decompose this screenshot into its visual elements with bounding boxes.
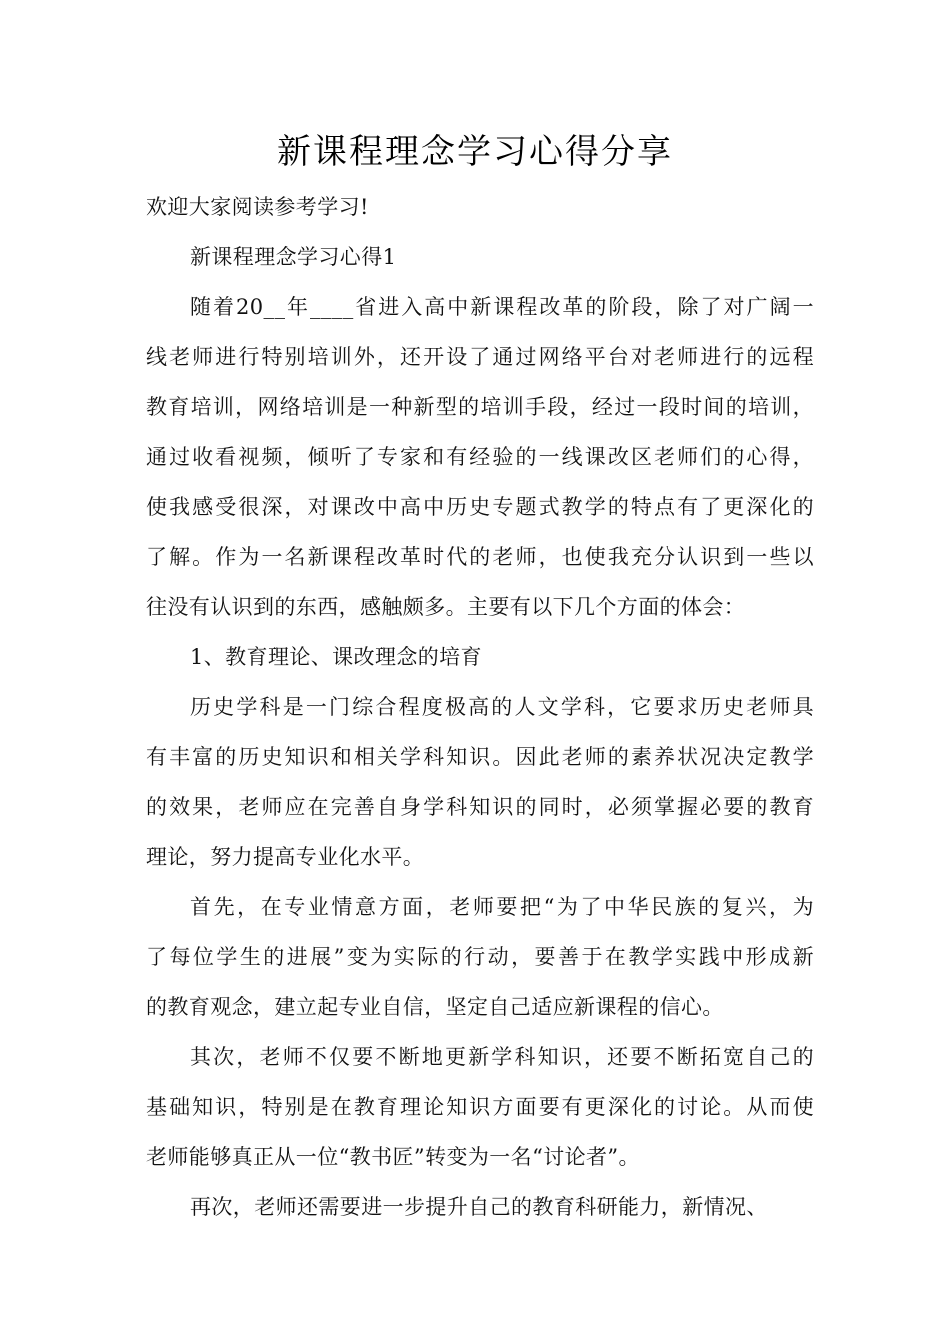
- paragraph-line: 通过收看视频，倾听了专家和有经验的一线课改区老师们的心得，: [146, 445, 814, 469]
- paragraph-line: 老师能够真正从一位“教书匠”转变为一名“讨论者”。: [146, 1145, 640, 1169]
- paragraph-1: [146, 282, 814, 632]
- section-heading: 新课程理念学习心得1: [190, 245, 397, 269]
- paragraph-line: 有丰富的历史知识和相关学科知识。因此老师的素养状况决定教学: [146, 745, 814, 769]
- paragraph-line: 使我感受很深，对课改中高中历史专题式教学的特点有了更深化的: [146, 495, 814, 519]
- paragraph-line: 的效果，老师应在完善自身学科知识的同时，必须掌握必要的教育: [146, 795, 814, 819]
- document-body: [146, 182, 814, 1232]
- paragraph-line: 基础知识，特别是在教育理论知识方面要有更深化的讨论。从而使: [146, 1095, 814, 1119]
- intro-line: 欢迎大家阅读参考学习!: [146, 195, 369, 219]
- paragraph-3: [146, 882, 814, 1032]
- paragraph-line: 理论，努力提高专业化水平。: [146, 845, 425, 869]
- paragraph-line: 首先，在专业情意方面，老师要把“为了中华民族的复兴，为: [190, 895, 814, 919]
- paragraph-line: 历史学科是一门综合程度极高的人文学科，它要求历史老师具: [190, 695, 814, 719]
- paragraph-line: 往没有认识到的东西，感触颇多。主要有以下几个方面的体会：: [146, 595, 746, 619]
- paragraph-line: 教育培训，网络培训是一种新型的培训手段，经过一段时间的培训，: [146, 395, 814, 419]
- paragraph-5: [146, 1182, 814, 1232]
- paragraph-line: 其次，老师不仅要不断地更新学科知识，还要不断拓宽自己的: [190, 1045, 814, 1069]
- document-title: 新课程理念学习心得分享: [277, 132, 673, 172]
- paragraph-line: 随着20__年____省进入高中新课程改革的阶段，除了对广阔一: [190, 295, 814, 319]
- paragraph-line: 了每位学生的进展”变为实际的行动，要善于在教学实践中形成新: [146, 945, 814, 969]
- paragraph-4: [146, 1032, 814, 1182]
- paragraph-line: 线老师进行特别培训外，还开设了通过网络平台对老师进行的远程: [146, 345, 814, 369]
- subsection-heading: 1、教育理论、课改理念的培育: [190, 645, 482, 669]
- paragraph-2: [146, 682, 814, 882]
- paragraph-line: 再次，老师还需要进一步提升自己的教育科研能力，新情况、: [190, 1195, 768, 1219]
- paragraph-line: 了解。作为一名新课程改革时代的老师，也使我充分认识到一些以: [146, 545, 814, 569]
- paragraph-line: 的教育观念，建立起专业自信，坚定自己适应新课程的信心。: [146, 995, 724, 1019]
